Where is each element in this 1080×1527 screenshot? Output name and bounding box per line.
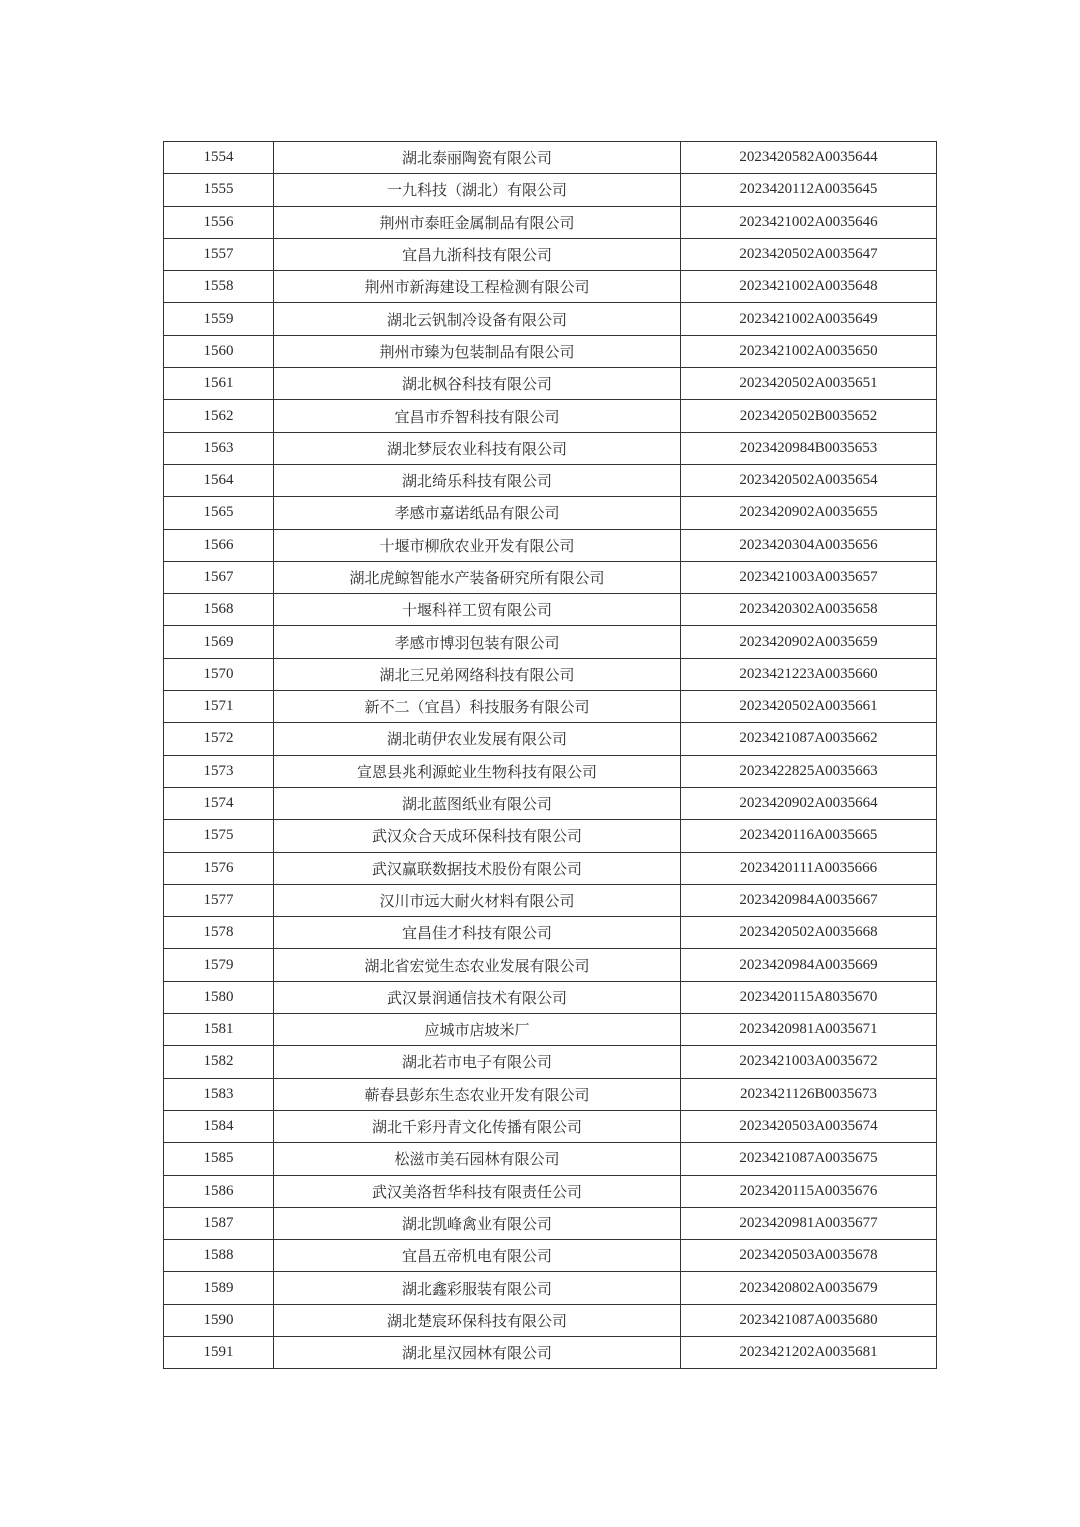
company-name: 湖北虎鲸智能水产装备研究所有限公司: [274, 561, 681, 593]
company-name: 武汉众合天成环保科技有限公司: [274, 820, 681, 852]
table-row: [164, 335, 937, 367]
registration-code: 2023421223A0035660: [681, 658, 937, 690]
table-row: [164, 1240, 937, 1272]
row-number: 1584: [164, 1110, 274, 1142]
table-row: [164, 1014, 937, 1046]
company-name: 湖北绮乐科技有限公司: [274, 464, 681, 496]
table-row: [164, 303, 937, 335]
registration-code: 2023420502B0035652: [681, 400, 937, 432]
enterprise-list-table: [163, 141, 937, 1369]
table-row: [164, 1336, 937, 1368]
company-name: 荆州市臻为包装制品有限公司: [274, 335, 681, 367]
registration-code: 2023420115A0035676: [681, 1175, 937, 1207]
company-name: 湖北若市电子有限公司: [274, 1046, 681, 1078]
table-row: [164, 1175, 937, 1207]
table-row: [164, 787, 937, 819]
company-name: 孝感市嘉诺纸品有限公司: [274, 497, 681, 529]
table-row: [164, 238, 937, 270]
table-row: [164, 497, 937, 529]
registration-code: 2023420902A0035655: [681, 497, 937, 529]
registration-code: 2023421087A0035675: [681, 1143, 937, 1175]
table-row: [164, 529, 937, 561]
registration-code: 2023420802A0035679: [681, 1272, 937, 1304]
registration-code: 2023421002A0035650: [681, 335, 937, 367]
registration-code: 2023421002A0035649: [681, 303, 937, 335]
registration-code: 2023420984A0035667: [681, 884, 937, 916]
table-row: [164, 949, 937, 981]
row-number: 1563: [164, 432, 274, 464]
company-name: 孝感市博羽包装有限公司: [274, 626, 681, 658]
registration-code: 2023420981A0035677: [681, 1207, 937, 1239]
registration-code: 2023421002A0035646: [681, 206, 937, 238]
table-row: [164, 142, 937, 174]
table-row: [164, 917, 937, 949]
registration-code: 2023420582A0035644: [681, 142, 937, 174]
company-name: 湖北梦辰农业科技有限公司: [274, 432, 681, 464]
table-row: [164, 981, 937, 1013]
registration-code: 2023420502A0035668: [681, 917, 937, 949]
company-name: 武汉景润通信技术有限公司: [274, 981, 681, 1013]
registration-code: 2023421202A0035681: [681, 1336, 937, 1368]
row-number: 1583: [164, 1078, 274, 1110]
company-name: 宜昌五帝机电有限公司: [274, 1240, 681, 1272]
table-row: [164, 1304, 937, 1336]
company-name: 应城市店坡米厂: [274, 1014, 681, 1046]
company-name: 湖北蓝图纸业有限公司: [274, 787, 681, 819]
registration-code: 2023420302A0035658: [681, 594, 937, 626]
table-row: [164, 723, 937, 755]
table-body: [164, 142, 937, 1369]
row-number: 1566: [164, 529, 274, 561]
row-number: 1558: [164, 271, 274, 303]
company-name: 武汉赢联数据技术股份有限公司: [274, 852, 681, 884]
row-number: 1586: [164, 1175, 274, 1207]
row-number: 1580: [164, 981, 274, 1013]
company-name: 湖北泰丽陶瓷有限公司: [274, 142, 681, 174]
company-name: 湖北鑫彩服装有限公司: [274, 1272, 681, 1304]
row-number: 1556: [164, 206, 274, 238]
registration-code: 2023420502A0035651: [681, 368, 937, 400]
row-number: 1570: [164, 658, 274, 690]
registration-code: 2023420502A0035661: [681, 691, 937, 723]
company-name: 湖北楚宸环保科技有限公司: [274, 1304, 681, 1336]
registration-code: 2023421002A0035648: [681, 271, 937, 303]
company-name: 荆州市泰旺金属制品有限公司: [274, 206, 681, 238]
row-number: 1573: [164, 755, 274, 787]
registration-code: 2023420503A0035674: [681, 1110, 937, 1142]
registration-code: 2023420984A0035669: [681, 949, 937, 981]
row-number: 1565: [164, 497, 274, 529]
row-number: 1574: [164, 787, 274, 819]
row-number: 1585: [164, 1143, 274, 1175]
table-row: [164, 691, 937, 723]
row-number: 1559: [164, 303, 274, 335]
company-name: 新不二（宜昌）科技服务有限公司: [274, 691, 681, 723]
company-name: 湖北省宏觉生态农业发展有限公司: [274, 949, 681, 981]
registration-code: 2023420502A0035647: [681, 238, 937, 270]
registration-code: 2023421087A0035662: [681, 723, 937, 755]
row-number: 1591: [164, 1336, 274, 1368]
registration-code: 2023420111A0035666: [681, 852, 937, 884]
row-number: 1562: [164, 400, 274, 432]
company-name: 荆州市新海建设工程检测有限公司: [274, 271, 681, 303]
row-number: 1561: [164, 368, 274, 400]
registration-code: 2023420984B0035653: [681, 432, 937, 464]
row-number: 1581: [164, 1014, 274, 1046]
row-number: 1572: [164, 723, 274, 755]
table-row: [164, 1272, 937, 1304]
row-number: 1557: [164, 238, 274, 270]
table-row: [164, 464, 937, 496]
company-name: 湖北枫谷科技有限公司: [274, 368, 681, 400]
company-name: 湖北千彩丹青文化传播有限公司: [274, 1110, 681, 1142]
registration-code: 2023420502A0035654: [681, 464, 937, 496]
row-number: 1564: [164, 464, 274, 496]
row-number: 1577: [164, 884, 274, 916]
table-row: [164, 174, 937, 206]
company-name: 武汉美洛哲华科技有限责任公司: [274, 1175, 681, 1207]
row-number: 1582: [164, 1046, 274, 1078]
row-number: 1554: [164, 142, 274, 174]
table-row: [164, 368, 937, 400]
registration-code: 2023421126B0035673: [681, 1078, 937, 1110]
row-number: 1590: [164, 1304, 274, 1336]
registration-code: 2023421003A0035657: [681, 561, 937, 593]
company-name: 湖北三兄弟网络科技有限公司: [274, 658, 681, 690]
table-row: [164, 626, 937, 658]
company-name: 松滋市美石园林有限公司: [274, 1143, 681, 1175]
registration-code: 2023421003A0035672: [681, 1046, 937, 1078]
row-number: 1568: [164, 594, 274, 626]
registration-code: 2023420112A0035645: [681, 174, 937, 206]
registration-code: 2023421087A0035680: [681, 1304, 937, 1336]
company-name: 一九科技（湖北）有限公司: [274, 174, 681, 206]
company-name: 宣恩县兆利源蛇业生物科技有限公司: [274, 755, 681, 787]
registration-code: 2023420981A0035671: [681, 1014, 937, 1046]
table-row: [164, 206, 937, 238]
company-name: 湖北云钒制冷设备有限公司: [274, 303, 681, 335]
table-row: [164, 1207, 937, 1239]
table-row: [164, 432, 937, 464]
registration-code: 2023420304A0035656: [681, 529, 937, 561]
row-number: 1560: [164, 335, 274, 367]
registration-code: 2023420902A0035664: [681, 787, 937, 819]
table-row: [164, 852, 937, 884]
row-number: 1578: [164, 917, 274, 949]
row-number: 1587: [164, 1207, 274, 1239]
table-row: [164, 1046, 937, 1078]
table-row: [164, 271, 937, 303]
table-row: [164, 1078, 937, 1110]
row-number: 1555: [164, 174, 274, 206]
registration-code: 2023420902A0035659: [681, 626, 937, 658]
row-number: 1576: [164, 852, 274, 884]
registration-code: 2023420503A0035678: [681, 1240, 937, 1272]
row-number: 1588: [164, 1240, 274, 1272]
company-name: 蕲春县彭东生态农业开发有限公司: [274, 1078, 681, 1110]
company-name: 宜昌市乔智科技有限公司: [274, 400, 681, 432]
company-name: 湖北萌伊农业发展有限公司: [274, 723, 681, 755]
registration-code: 2023420116A0035665: [681, 820, 937, 852]
company-name: 十堰市柳欣农业开发有限公司: [274, 529, 681, 561]
table-row: [164, 400, 937, 432]
row-number: 1575: [164, 820, 274, 852]
table-row: [164, 561, 937, 593]
company-name: 十堰科祥工贸有限公司: [274, 594, 681, 626]
registration-code: 2023420115A8035670: [681, 981, 937, 1013]
company-name: 湖北星汉园林有限公司: [274, 1336, 681, 1368]
table-row: [164, 884, 937, 916]
company-name: 湖北凯峰禽业有限公司: [274, 1207, 681, 1239]
row-number: 1571: [164, 691, 274, 723]
row-number: 1579: [164, 949, 274, 981]
registration-code: 2023422825A0035663: [681, 755, 937, 787]
table-row: [164, 1110, 937, 1142]
company-name: 宜昌佳才科技有限公司: [274, 917, 681, 949]
table-row: [164, 755, 937, 787]
table-row: [164, 658, 937, 690]
table-row: [164, 820, 937, 852]
table-row: [164, 594, 937, 626]
row-number: 1569: [164, 626, 274, 658]
row-number: 1567: [164, 561, 274, 593]
company-name: 汉川市远大耐火材料有限公司: [274, 884, 681, 916]
table-row: [164, 1143, 937, 1175]
row-number: 1589: [164, 1272, 274, 1304]
company-name: 宜昌九浙科技有限公司: [274, 238, 681, 270]
